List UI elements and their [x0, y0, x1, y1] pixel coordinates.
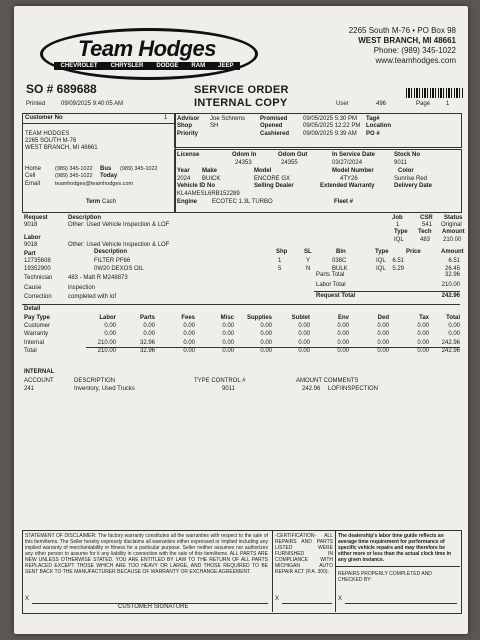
- certification-text: -CERTIFICATION- ALL REPAIRS AND PARTS LISTED WERE FURNISHED IN COMPLIANCE WITH MICHIGAN AUTO REPAIR ACT (P.A. 300).: [275, 533, 333, 575]
- desc-col-header: Description: [94, 249, 128, 255]
- odom-in-label: Odom In: [232, 152, 257, 158]
- customer-name: TEAM HODGES: [25, 131, 70, 137]
- detail-cell: 32.96: [139, 339, 155, 346]
- detail-cell: 0.00: [417, 323, 429, 330]
- detail-cell: 0.00: [337, 331, 349, 338]
- detail-col-header: Pay Type: [24, 315, 50, 321]
- divider: [22, 304, 460, 305]
- detail-col-header: Env: [337, 315, 349, 321]
- part-desc: 0W20 DEXOS OIL: [94, 266, 144, 272]
- detail-col-header: Fees: [181, 315, 195, 321]
- brand-chrysler: CHRYSLER: [110, 63, 144, 69]
- term-label: Term: [86, 199, 101, 205]
- correction-value: completed with lof: [68, 294, 117, 300]
- type-control-label: TYPE CONTROL #: [194, 378, 246, 384]
- divider: [335, 566, 460, 567]
- internal-amount: 242.96: [302, 386, 321, 392]
- labor-label: Labor: [24, 235, 41, 241]
- detail-cell: 0.00: [448, 331, 460, 338]
- divider: [314, 291, 460, 292]
- detail-cell: 0.00: [143, 331, 155, 338]
- request-total-label: Request Total: [316, 293, 356, 299]
- price-col-header: Price: [406, 249, 421, 255]
- license-label: License: [177, 152, 200, 158]
- year-label: Year: [177, 168, 190, 174]
- labor-code: 9018: [24, 242, 38, 248]
- detail-cell: 242.96: [441, 339, 460, 346]
- home-label: Home: [25, 166, 42, 172]
- part-amount: 26.45: [444, 266, 460, 272]
- account-label: ACCOUNT: [24, 378, 54, 384]
- vid-value: KL4AMESL6RB152289: [177, 191, 240, 197]
- description-value: Inventory, Used Trucks: [74, 386, 135, 392]
- part-desc: FILTER PF66: [94, 258, 131, 264]
- advisor-value: Joe Schrems: [210, 116, 246, 122]
- csr-value: 541: [422, 222, 433, 228]
- today-label: Today: [100, 173, 118, 179]
- delivery-date-label: Delivery Date: [394, 183, 433, 189]
- labor-total-label: Labor Total: [316, 282, 346, 288]
- dealer-city: WEST BRANCH, MI 48661: [358, 36, 456, 45]
- detail-cell: 0.00: [377, 339, 389, 346]
- detail-cell: 0.00: [183, 339, 195, 346]
- part-bin: BULK: [332, 266, 348, 272]
- bin-col-header: Bin: [336, 249, 346, 255]
- so-number: SO # 689688: [26, 82, 97, 96]
- part-shp: 5: [278, 266, 282, 272]
- bus-label: Bus: [100, 166, 112, 172]
- color-label: Color: [398, 168, 414, 174]
- control-value: 9011: [222, 386, 235, 392]
- page-label: Page: [416, 101, 431, 107]
- detail-cell: 0.00: [104, 323, 116, 330]
- dealer-logo-text: Team Hodges: [78, 36, 216, 61]
- part-number: 12735608: [24, 258, 51, 264]
- cause-label: Cause: [24, 285, 42, 291]
- selling-dealer-label: Selling Dealer: [254, 183, 294, 189]
- detail-cell: 32.96: [139, 347, 155, 354]
- part-type: IQL: [376, 258, 386, 264]
- status-value: Original: [441, 222, 462, 228]
- make-value: BUICK: [202, 176, 221, 182]
- amount-label: Amount: [442, 229, 465, 235]
- part-col-header: Part: [24, 251, 36, 257]
- detail-row-label: Customer: [24, 323, 51, 330]
- detail-row-label: Warranty: [24, 331, 49, 338]
- part-bin: 038C: [332, 258, 347, 264]
- opened-value: 09/05/2025 12:22 PM: [303, 123, 361, 129]
- detail-cell: 0.00: [298, 323, 310, 330]
- cashiered-value: 09/09/2025 9:39 AM: [303, 131, 357, 137]
- technician-label: Technician: [24, 275, 53, 281]
- promised-label: Promised: [260, 116, 288, 122]
- detail-col-header: Supplies: [246, 315, 272, 321]
- signature-line: [345, 603, 457, 604]
- model-value: ENCORE GX: [254, 176, 291, 182]
- email-value: teamhodges@teamhodges.com: [55, 181, 134, 187]
- request-desc: Other: Used Vehicle Inspection & LOF: [68, 222, 170, 228]
- brand-dodge: DODGE: [156, 63, 179, 69]
- detail-cell: 0.00: [183, 323, 195, 330]
- signature-line: [282, 603, 332, 604]
- advisor-label: Advisor: [177, 116, 200, 122]
- dealer-brand-strip: [54, 62, 240, 70]
- odom-out-label: Odom Out: [278, 152, 308, 158]
- ext-warranty-label: Extended Warranty: [320, 183, 375, 189]
- detail-cell: 0.00: [260, 347, 272, 354]
- job-label: Job: [392, 215, 403, 221]
- po-label: PO #: [366, 131, 380, 137]
- type-label: Type: [394, 229, 408, 235]
- color-value: Sunrise Red: [394, 176, 428, 182]
- customer-heading: Customer No: [25, 115, 63, 121]
- bus-phone: (989) 345-1022: [120, 166, 158, 172]
- customer-box: [22, 113, 176, 213]
- detail-col-header: Total: [446, 315, 460, 321]
- detail-cell: 0.00: [260, 323, 272, 330]
- detail-heading: Detail: [24, 306, 41, 312]
- type-value: IQL: [394, 237, 404, 243]
- user-label: User: [336, 101, 349, 107]
- stock-value: 9011: [394, 160, 407, 166]
- amount-col-header: Amount: [441, 249, 464, 255]
- signature-x: X: [25, 596, 30, 602]
- repairs-checked-text: REPAIRS PROPERLY COMPLETED AND CHECKED BY:: [338, 571, 432, 583]
- customer-number: 1: [164, 115, 168, 121]
- request-total-value: 242.96: [441, 293, 460, 299]
- dealer-website: www.teamhodges.com: [375, 56, 456, 65]
- customer-address: 2265 SOUTH M-76: [25, 138, 77, 144]
- part-shp: 1: [278, 258, 282, 264]
- detail-cell: 0.00: [222, 347, 234, 354]
- detail-col-header: Sublet: [291, 315, 310, 321]
- detail-cell: 0.00: [417, 339, 429, 346]
- part-price: 5.29: [392, 266, 404, 272]
- sl-col-header: SL: [304, 249, 312, 255]
- divider: [335, 530, 336, 612]
- printed-value: 09/09/2025 9:40:05 AM: [61, 101, 124, 107]
- signature-x: X: [338, 596, 343, 602]
- part-type: IQL: [376, 266, 386, 272]
- detail-col-header: Misc: [220, 315, 234, 321]
- user-value: 496: [376, 101, 387, 107]
- status-label: Status: [444, 215, 463, 221]
- in-service-value: 03/27/2024: [332, 160, 363, 166]
- opened-label: Opened: [260, 123, 283, 129]
- detail-col-header: Tax: [419, 315, 429, 321]
- labor-total-value: 210.00: [441, 282, 460, 288]
- internal-comments: LOF/INSPECTION: [328, 386, 379, 392]
- shop-value: SH: [210, 123, 219, 129]
- internal-heading: INTERNAL: [24, 369, 55, 375]
- parts-total-label: Parts Total: [316, 272, 345, 278]
- shp-col-header: Shp: [276, 249, 288, 255]
- customer-signature-label: CUSTOMER SIGNATURE: [118, 604, 189, 610]
- dealer-phone: Phone: (989) 345-1022: [373, 46, 456, 55]
- promised-value: 09/05/2025 5:30 PM: [303, 116, 358, 122]
- detail-cell: 0.00: [143, 323, 155, 330]
- page-value: 1: [446, 101, 450, 107]
- detail-cell: 0.00: [298, 339, 310, 346]
- model-label: Model: [254, 168, 272, 174]
- stock-label: Stock No: [394, 152, 421, 158]
- detail-cell: 0.00: [298, 331, 310, 338]
- cause-value: inspection: [68, 285, 96, 291]
- detail-cell: 0.00: [183, 347, 195, 354]
- printed-label: Printed: [26, 101, 46, 107]
- detail-row-label: Internal: [24, 339, 45, 346]
- brand-ram: RAM: [191, 63, 206, 69]
- customer-city: WEST BRANCH, MI 48661: [25, 145, 98, 151]
- technician-value: 483 - Matt R M248873: [68, 275, 128, 281]
- detail-cell: 0.00: [417, 331, 429, 338]
- detail-cell: 0.00: [260, 331, 272, 338]
- detail-cell: 242.96: [441, 347, 460, 354]
- detail-col-header: Parts: [139, 315, 155, 321]
- detail-row-label: Total: [24, 347, 37, 354]
- request-desc-label: Description: [68, 215, 102, 221]
- amount-value: 210.00: [443, 237, 462, 243]
- doc-title: SERVICE ORDER: [194, 84, 289, 96]
- brand-jeep: JEEP: [218, 63, 234, 69]
- detail-cell: 0.00: [377, 331, 389, 338]
- detail-cell: 0.00: [377, 323, 389, 330]
- service-order-document: [14, 6, 468, 634]
- home-phone: (989) 345-1022: [55, 166, 93, 172]
- parts-total-value: 32.96: [444, 272, 460, 278]
- csr-label: CSR: [420, 215, 433, 221]
- doc-subtitle: INTERNAL COPY: [194, 97, 288, 109]
- part-amount: 6.51: [448, 258, 460, 264]
- part-sl: N: [306, 266, 311, 272]
- detail-cell: 0.00: [417, 347, 429, 354]
- email-label: Email: [25, 181, 41, 187]
- vid-label: Vehicle ID No: [177, 183, 216, 189]
- detail-cell: 0.00: [222, 339, 234, 346]
- request-code: 9018: [24, 222, 38, 228]
- signature-x: X: [275, 596, 280, 602]
- type-col-header: Type: [375, 249, 389, 255]
- description-label: DESCRIPTION: [74, 378, 116, 384]
- odom-in-value: 24353: [235, 160, 252, 166]
- brand-chevrolet: CHEVROLET: [60, 63, 98, 69]
- cell-label: Cell: [25, 173, 36, 179]
- detail-col-header: Ded: [377, 315, 389, 321]
- dealer-address: 2265 South M-76 • PO Box 98: [348, 26, 456, 35]
- detail-cell: 0.00: [222, 323, 234, 330]
- request-label: Request: [24, 215, 48, 221]
- detail-col-header: Labor: [99, 315, 116, 321]
- tech-label: Tech: [418, 229, 432, 235]
- location-label: Location: [366, 123, 391, 129]
- detail-cell: 0.00: [183, 331, 195, 338]
- model-number-value: 4TY26: [340, 176, 358, 182]
- detail-cell: 0.00: [448, 323, 460, 330]
- part-sl: Y: [306, 258, 311, 264]
- model-number-label: Model Number: [332, 168, 374, 174]
- odom-out-value: 24355: [281, 160, 298, 166]
- divider: [22, 123, 174, 124]
- year-value: 2024: [177, 176, 191, 182]
- term-value: Cash: [102, 199, 117, 205]
- divider: [272, 530, 273, 612]
- account-value: 241: [24, 386, 35, 392]
- in-service-label: In Service Date: [332, 152, 376, 158]
- labor-guide-text: The dealership's labor time guide reflects an average time requirement for performance of specific vehicle repairs and may therefore be either more or less than the actual clock time in any given instance.: [338, 533, 452, 563]
- detail-cell: 210.00: [97, 347, 116, 354]
- engine-label: Engine: [177, 199, 198, 205]
- labor-desc: Other: Used Vehicle Inspection & LOF: [68, 242, 170, 248]
- correction-label: Correction: [24, 294, 52, 300]
- disclaimer-text: STATEMENT OF DISCLAIMER: The factory warranty constitutes all the warranties with respect to the sale of this item/items. The Seller hereby expressly disclaims all warranties either expressed or implied including any implied warranty of merchantability or fitness for a particular purpose. Seller neither assumes nor authorizes any other person to assume for it any liability in connection with the sale of this item/items. ALL PARTS ARE NEW UNLESS OTHERWISE STATED. YOU ARE ENTITLED BY LAW TO THE RETURN OF ALL PARTS REPLACED EXCEPT THOSE WHICH ARE TOO HEAVY OR LARGE, AND THOSE REQUIRED TO BE SENT BACK TO THE MANUFACTURER BECAUSE OF WARRANTY OR EXCHANGE AGREEMENT.: [25, 533, 268, 575]
- job-value: 1: [396, 222, 400, 228]
- barcode: [406, 88, 464, 98]
- fleet-label: Fleet #: [334, 199, 354, 205]
- part-number: 19352900: [24, 266, 51, 272]
- amount-comments-label: AMOUNT COMMENTS: [296, 378, 359, 384]
- cashiered-label: Cashiered: [260, 131, 290, 137]
- cell-phone: (989) 345-1022: [55, 173, 93, 179]
- detail-cell: 0.00: [260, 339, 272, 346]
- detail-cell: 0.00: [377, 347, 389, 354]
- priority-label: Priority: [177, 131, 199, 137]
- tech-value: 483: [420, 237, 431, 243]
- detail-cell: 0.00: [337, 323, 349, 330]
- shop-label: Shop: [177, 123, 192, 129]
- detail-cell: 0.00: [104, 331, 116, 338]
- engine-value: ECOTEC 1.3L TURBO: [212, 199, 273, 205]
- detail-cell: 0.00: [222, 331, 234, 338]
- tag-label: Tag#: [366, 116, 380, 122]
- detail-cell: 0.00: [337, 339, 349, 346]
- detail-cell: 0.00: [298, 347, 310, 354]
- detail-cell: 210.00: [97, 339, 116, 346]
- detail-cell: 0.00: [337, 347, 349, 354]
- make-label: Make: [202, 168, 218, 174]
- part-price: 6.51: [392, 258, 404, 264]
